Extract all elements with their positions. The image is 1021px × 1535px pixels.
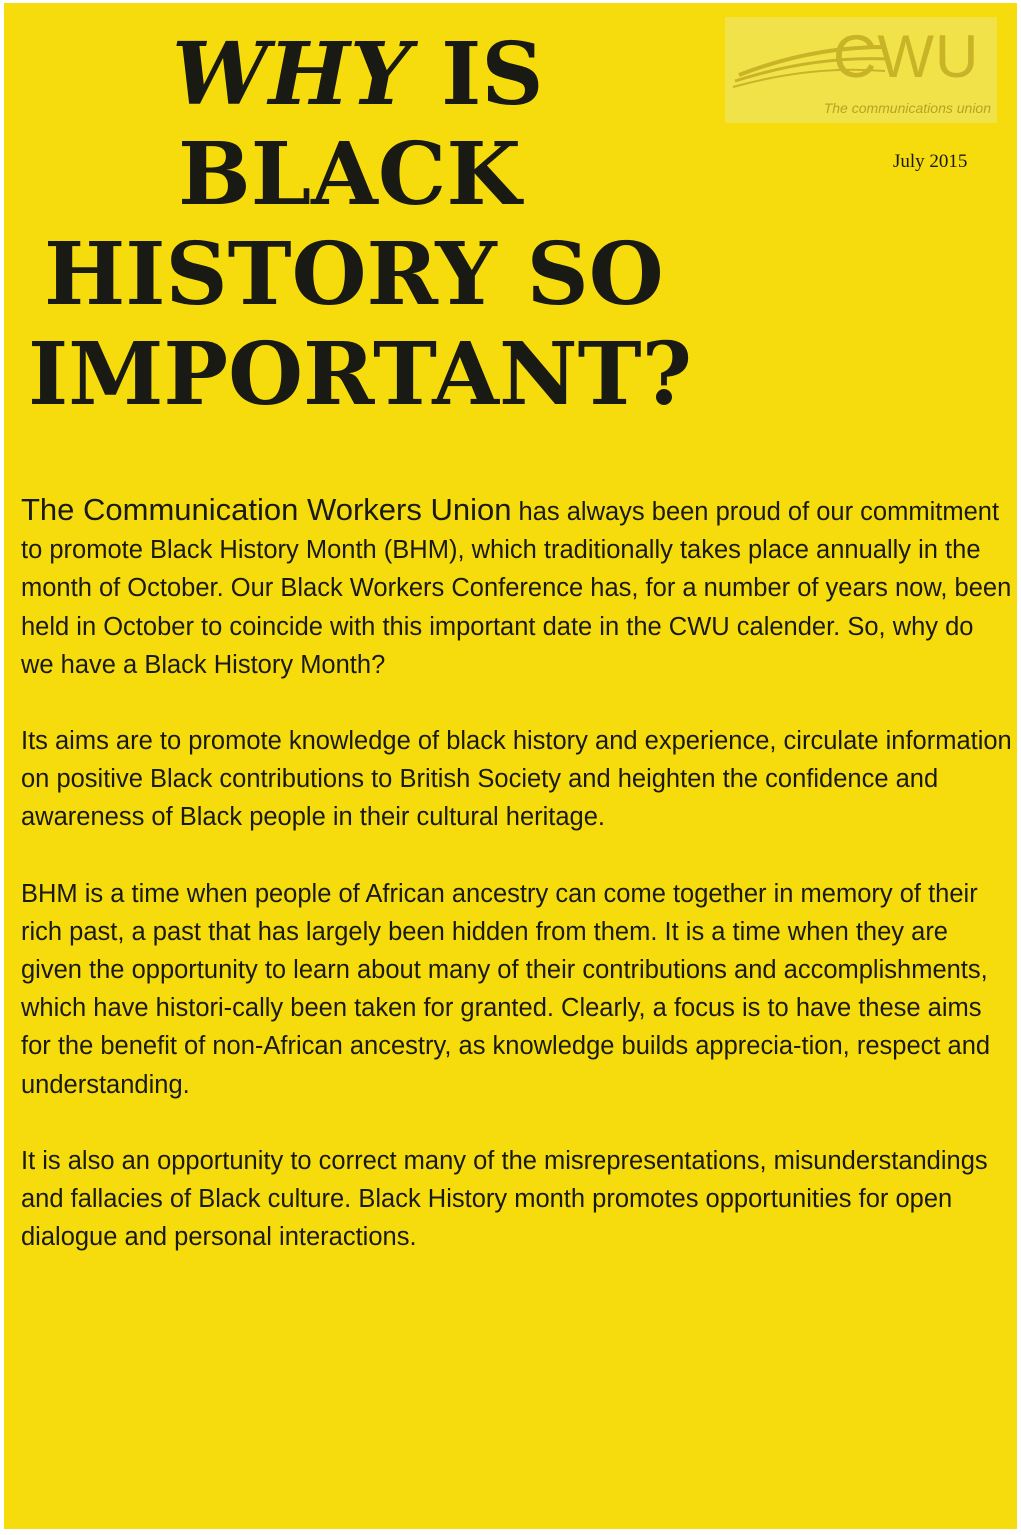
- logo-wordmark: CWU: [833, 23, 980, 90]
- title-line-2: BLACK: [178, 124, 522, 225]
- paragraph-3: BHM is a time when people of African ancestry can come together in memory of their rich past, a past that has largely been hidden from them. It is a time when they are given the opportunity to learn about many of their contributions and accomplishments, which have histori-cally been taken for granted. Clearly, a focus is to have these aims for the benefit of non-African ancestry, as knowledge builds apprecia-tion, respect and understanding.: [21, 879, 991, 1099]
- paragraph-4: It is also an opportunity to correct many of the misrepresentations, misunderstandings and fallacies of Black culture. Black History month promotes opportunities for open dialogue and personal interactions.: [21, 1146, 988, 1252]
- issue-date: July 2015: [893, 151, 968, 172]
- title-is: IS: [411, 24, 544, 125]
- page-title: [28, 25, 748, 425]
- logo-tagline: The communications union: [823, 100, 991, 116]
- paragraph-1-text: has always been proud of our commitment to promote Black History Month (BHM), which traditionally takes place annually in the month of October. Our Black Workers Conference has, for a number of years now, been held in October to coincide with this important date in the CWU calender. So, why do we have a Black History Month?: [21, 498, 1012, 679]
- article-body: [21, 491, 1013, 1294]
- paragraph-1-lead: The Communication Workers Union: [21, 492, 512, 527]
- title-why: WHY: [172, 24, 412, 125]
- paragraph-2: Its aims are to promote knowledge of black history and experience, circulate information on positive Black contributions to British Society and heighten the confidence and awareness of Black people in their cultural heritage.: [21, 727, 1012, 832]
- title-line-1: [28, 25, 748, 125]
- title-line-3: HISTORY SO: [44, 224, 664, 325]
- paragraph-1: [21, 491, 1013, 684]
- leaflet-page: [4, 3, 1017, 1529]
- title-line-4: IMPORTANT?: [28, 324, 692, 425]
- cwu-logo: [725, 17, 997, 123]
